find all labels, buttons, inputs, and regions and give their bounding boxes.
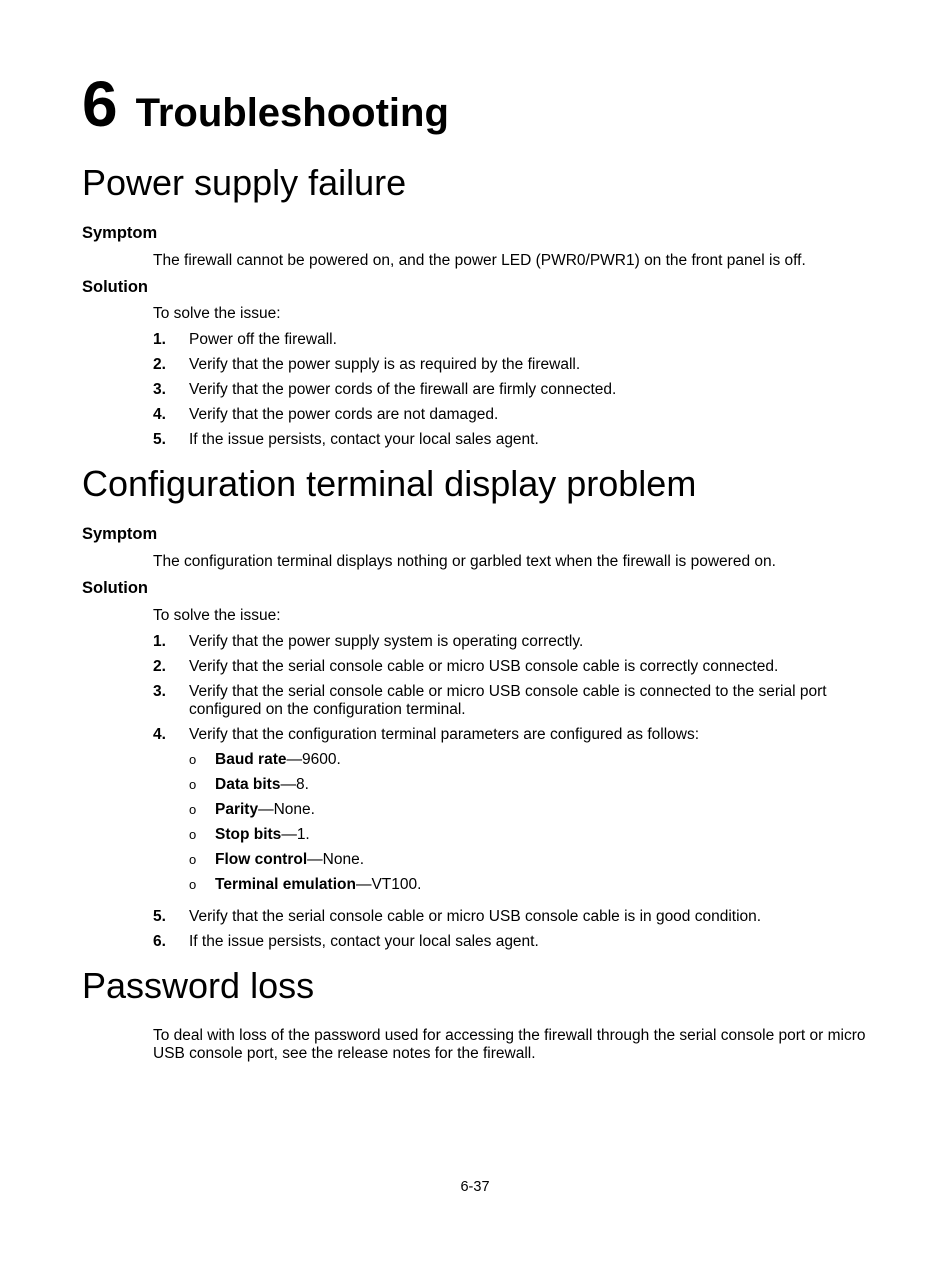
step-number: 4. <box>153 406 166 424</box>
page-number: 6-37 <box>460 1179 490 1195</box>
step-number: 6. <box>153 932 166 950</box>
step-text: Verify that the configuration terminal parameters are configured as follows: <box>189 725 700 743</box>
section-heading: Power supply failure <box>82 162 407 203</box>
bullet-icon: o <box>189 751 197 767</box>
solution-label: Solution <box>82 277 148 296</box>
symptom-label: Symptom <box>82 223 158 242</box>
solution-body <box>153 305 872 449</box>
step-number: 1. <box>153 632 166 650</box>
symptom-text: The firewall cannot be powered on, and the power LED (PWR0/PWR1) on the front panel is off. <box>153 251 806 269</box>
list-item <box>153 356 872 374</box>
bullet-icon: o <box>189 826 197 842</box>
parameter-item <box>189 751 872 769</box>
step-text: Verify that the power supply system is operating correctly. <box>189 632 584 650</box>
password-text: To deal with loss of the password used for accessing the firewall through the serial console port or micro USB console port, see the release notes for the firewall. <box>153 1026 866 1062</box>
step-text: Verify that the power cords of the firewall are firmly connected. <box>189 381 617 399</box>
parameter-value: —None. <box>258 800 315 818</box>
password-body <box>153 1027 872 1063</box>
parameter-item <box>189 826 872 844</box>
section-heading: Configuration terminal display problem <box>82 463 697 505</box>
list-item <box>153 658 872 676</box>
step-number: 3. <box>153 682 166 700</box>
step-number: 5. <box>153 431 166 449</box>
step-text: Power off the firewall. <box>189 331 337 349</box>
chapter-title: Troubleshooting <box>135 91 449 135</box>
bullet-icon: o <box>189 776 197 792</box>
step-text: Verify that the serial console cable or micro USB console cable is correctly connected. <box>189 657 779 675</box>
parameter-name: Data bits <box>215 775 281 793</box>
bullet-icon: o <box>189 801 197 817</box>
symptom-body <box>153 252 872 270</box>
symptom-text: The configuration terminal displays nothing or garbled text when the firewall is powered on. <box>153 552 776 570</box>
step-text: Verify that the serial console cable or micro USB console cable is in good condition. <box>189 907 762 925</box>
bullet-icon: o <box>189 851 197 867</box>
parameter-item <box>189 801 872 819</box>
parameter-name: Terminal emulation <box>215 875 356 893</box>
section-terminal-display-problem <box>82 465 872 950</box>
list-item <box>153 633 872 651</box>
terminal-parameters-list <box>189 751 872 894</box>
symptom-body <box>153 553 872 571</box>
parameter-value: —1. <box>281 825 310 843</box>
list-item <box>153 406 872 424</box>
parameter-item <box>189 776 872 794</box>
list-item <box>153 381 872 399</box>
solution-intro: To solve the issue: <box>153 305 281 323</box>
parameter-value: —None. <box>307 850 365 868</box>
chapter-heading <box>82 68 872 150</box>
list-item <box>153 933 872 951</box>
solution-steps <box>153 633 872 951</box>
step-number: 4. <box>153 725 166 743</box>
parameter-value: —9600. <box>286 750 341 768</box>
parameter-name: Flow control <box>215 850 308 868</box>
document-page <box>82 68 872 1071</box>
parameter-value: —VT100. <box>355 875 422 893</box>
step-number: 3. <box>153 381 166 399</box>
parameter-name: Parity <box>215 800 259 818</box>
solution-label: Solution <box>82 578 148 597</box>
step-number: 1. <box>153 331 166 349</box>
parameter-value: —8. <box>280 775 309 793</box>
solution-body <box>153 607 872 951</box>
section-password-loss <box>82 964 872 1063</box>
step-text: Verify that the power cords are not damaged. <box>189 406 499 424</box>
symptom-label: Symptom <box>82 525 158 544</box>
list-item <box>153 726 872 901</box>
solution-intro: To solve the issue: <box>153 606 281 624</box>
step-text: If the issue persists, contact your local sales agent. <box>189 431 539 449</box>
step-text: If the issue persists, contact your local sales agent. <box>189 932 539 950</box>
step-number: 2. <box>153 356 166 374</box>
list-item <box>153 908 872 926</box>
section-power-supply-failure <box>82 164 872 449</box>
step-number: 2. <box>153 657 166 675</box>
parameter-item <box>189 876 872 894</box>
section-heading: Password loss <box>82 964 315 1006</box>
list-item <box>153 683 872 719</box>
step-number: 5. <box>153 907 166 925</box>
step-text: Verify that the serial console cable or micro USB console cable is connected to the serial port configured on the configuration terminal. <box>189 682 827 718</box>
bullet-icon: o <box>189 876 197 892</box>
parameter-name: Stop bits <box>215 825 282 843</box>
chapter-number: 6 <box>82 68 118 140</box>
parameter-name: Baud rate <box>215 750 287 768</box>
step-text: Verify that the power supply is as required by the firewall. <box>189 356 581 374</box>
list-item <box>153 331 872 349</box>
parameter-item <box>189 851 872 869</box>
list-item <box>153 431 872 449</box>
solution-steps <box>153 331 872 449</box>
